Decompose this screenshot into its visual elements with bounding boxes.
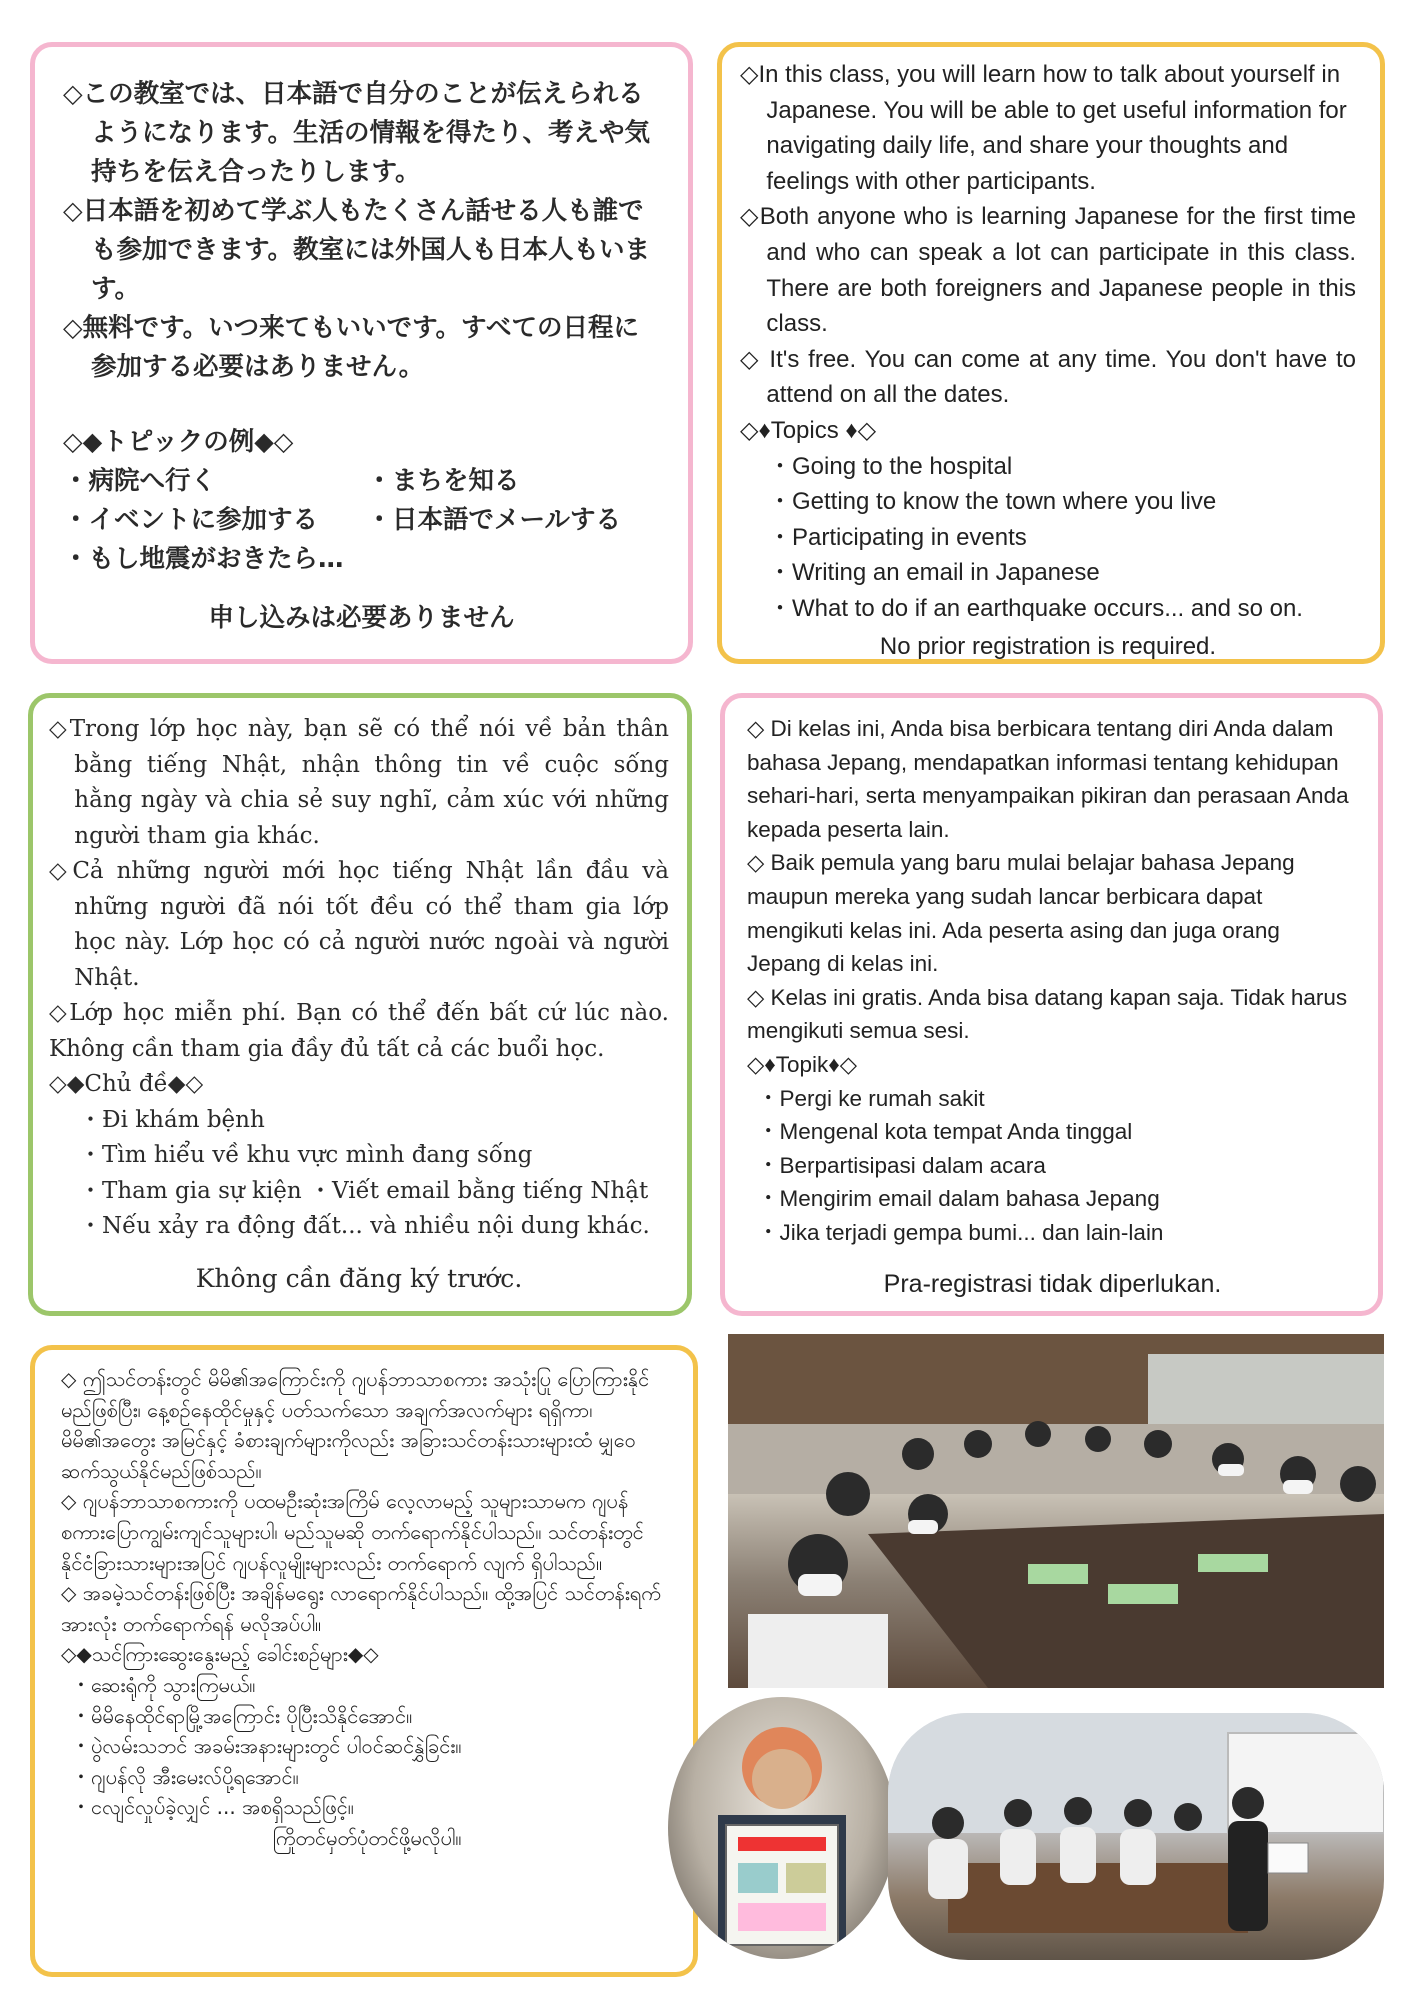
en-registration-note: No prior registration is required. bbox=[879, 632, 1217, 660]
group-illustration bbox=[888, 1713, 1384, 1960]
ja-topic-item: ・まちを知る bbox=[366, 466, 520, 496]
vi-topic-item: ・Tham gia sự kiện ・Viết email bằng tiếng Nhật bbox=[79, 1177, 649, 1204]
en-topic-item: ・What to do if an earthquake occurs... and so on. bbox=[768, 594, 1303, 622]
myanmar-info-box bbox=[30, 1345, 698, 1977]
en-topic-item: ・Writing an email in Japanese bbox=[768, 559, 1100, 587]
vi-topic-item: ・Nếu xảy ra động đất... và nhiều nội dung khác. bbox=[79, 1213, 650, 1239]
id-topic-item: ・Mengenal kota tempat Anda tinggal bbox=[757, 1119, 1133, 1145]
vi-topics-heading: ◇◆Chủ đề◆◇ bbox=[49, 1071, 204, 1097]
id-topic-item: ・Mengirim email dalam bahasa Jepang bbox=[757, 1186, 1160, 1212]
ja-paragraph-1: ◇この教室では、日本語で自分のことが伝えられるようになります。生活の情報を得たり、考えや気持ちを伝え合ったりします。 bbox=[63, 79, 651, 187]
vi-paragraph-1: ◇Trong lớp học này, bạn sẽ có thể nói về bản thân bằng tiếng Nhật, nhận thông tin về cuộc sống hằng ngày và chia sẻ suy nghĩ, cảm xúc với những người tham gia khác. bbox=[49, 716, 669, 849]
indonesian-info-box bbox=[720, 693, 1383, 1316]
classroom-illustration bbox=[728, 1334, 1384, 1688]
poster-illustration bbox=[668, 1697, 896, 1959]
en-paragraph-1: ◇In this class, you will learn how to talk about yourself in Japanese. You will be able to get useful information for navigating daily life, and share your thoughts and feelings with other participants. bbox=[740, 61, 1347, 195]
my-topic-item: ・မိမိနေထိုင်ရာမြို့အကြောင်း ပိုပြီးသိနိုင်အောင်။ bbox=[71, 1703, 413, 1728]
poster-photo bbox=[668, 1697, 896, 1959]
my-topic-item: ・ပွဲလမ်းသဘင် အခမ်းအနားများတွင် ပါဝင်ဆင်နွှဲခြင်း။ bbox=[71, 1734, 462, 1759]
en-topics-heading: ◇♦Topics ♦◇ bbox=[740, 416, 877, 444]
id-topic-item: ・Pergi ke rumah sakit bbox=[757, 1085, 985, 1111]
id-topic-item: ・Jika terjadi gempa bumi... dan lain-lain bbox=[757, 1219, 1164, 1245]
ja-topic-item: ・イベントに参加する bbox=[63, 505, 319, 535]
my-topic-item: ・ငလျင်လှုပ်ခဲ့လျှင် ... အစရှိသည်ဖြင့်။ bbox=[71, 1795, 354, 1820]
id-paragraph-2: ◇ Baik pemula yang baru mulai belajar bahasa Jepang maupun mereka yang sudah lancar berbicara dapat mengikuti kelas ini. Ada peserta asing dan juga orang Jepang di kelas ini. bbox=[747, 850, 1295, 977]
my-topic-item: ・ဆေးရုံကို သွားကြမယ်။ bbox=[71, 1672, 256, 1697]
id-paragraph-1: ◇ Di kelas ini, Anda bisa berbicara tentang diri Anda dalam bahasa Jepang, mendapatkan informasi tentang kehidupan sehari-hari, serta menyampaikan pikiran dan perasaan Anda kepada peserta lain. bbox=[747, 716, 1349, 842]
ja-topic-item: ・日本語でメールする bbox=[366, 505, 621, 535]
en-topic-item: ・Going to the hospital bbox=[768, 452, 1013, 480]
japanese-info-box bbox=[30, 42, 693, 664]
vi-paragraph-3: ◇Lớp học miễn phí. Bạn có thể đến bất cứ lúc nào. Không cần tham gia đầy đủ tất cả các buổi học. bbox=[49, 1000, 669, 1062]
ja-topic-item: ・病院へ行く bbox=[63, 466, 217, 496]
id-paragraph-3: ◇ Kelas ini gratis. Anda bisa datang kapan saja. Tidak harus mengikuti semua sesi. bbox=[747, 984, 1348, 1044]
vi-topic-item: ・Đi khám bệnh bbox=[79, 1106, 265, 1133]
my-paragraph-2: ◇ ဂျပန်ဘာသာစကားကို ပထမဦးဆုံးအကြိမ် လေ့လာမည့် သူများသာမက ဂျပန်စကားပြောကျွမ်းကျင်သူများပါ၊ မည်သူမဆို တက်ရောက်နိုင်ပါသည်။ သင်တန်းတွင် နိုင်ငံခြားသားများအပြင် ဂျပန်လူမျိုးများလည်း တက်ရောက် လျက် ရှိပါသည်။ bbox=[61, 1489, 644, 1575]
vi-topic-item: ・Tìm hiểu về khu vực mình đang sống bbox=[79, 1142, 533, 1168]
en-paragraph-2: ◇Both anyone who is learning Japanese for the first time and who can speak a lot can participate in this class. There are both foreigners and Japanese people in this class. bbox=[740, 203, 1356, 338]
ja-topic-item: ・もし地震がおきたら… bbox=[63, 544, 344, 574]
en-topic-item: ・Participating in events bbox=[768, 523, 1027, 551]
vi-registration-note: Không cần đăng ký trước. bbox=[195, 1263, 523, 1293]
english-info-box bbox=[717, 42, 1385, 664]
my-topic-item: ・ဂျပန်လို အီးမေးလ်ပို့ရအောင်။ bbox=[71, 1764, 299, 1789]
vi-paragraph-2: ◇Cả những người mới học tiếng Nhật lần đầu và những người đã nói tốt đều có thể tham gia lớp học này. Lớp học có cả người nước ngoài và người Nhật. bbox=[49, 858, 669, 991]
ja-topics-heading: ◇◆トピックの例◆◇ bbox=[63, 427, 294, 457]
my-paragraph-3: ◇ အခမဲ့သင်တန်းဖြစ်ပြီး အချိန်မရွေး လာရောက်နိုင်ပါသည်။ ထို့အပြင် သင်တန်းရက်အားလုံး တက်ရောက်ရန် မလိုအပ်ပါ။ bbox=[61, 1581, 661, 1636]
id-topic-item: ・Berpartisipasi dalam acara bbox=[757, 1152, 1046, 1178]
en-topic-item: ・Getting to know the town where you live bbox=[768, 488, 1217, 516]
vietnamese-info-box bbox=[28, 693, 692, 1316]
my-paragraph-1: ◇ ဤသင်တန်းတွင် မိမိ၏အကြောင်းကို ဂျပန်ဘာသာစကား အသုံးပြု ပြောကြားနိုင်မည်ဖြစ်ပြီး၊ နေ့စဉ်နေထိုင်မှုနှင့် ပတ်သက်သော အချက်အလက်များ ရရှိကာ၊ မိမိ၏အတွေး အမြင်နှင့် ခံစားချက်များကိုလည်း အခြားသင်တန်းသားများထံ မျှဝေဆက်သွယ်နိုင်မည်ဖြစ်သည်။ bbox=[61, 1367, 650, 1483]
group-photo bbox=[888, 1713, 1384, 1960]
id-topics-heading: ◇♦Topik♦◇ bbox=[747, 1051, 858, 1077]
ja-paragraph-3: ◇無料です。いつ来てもいいです。すべての日程に参加する必要はありません。 bbox=[63, 313, 640, 382]
id-registration-note: Pra-registrasi tidak diperlukan. bbox=[883, 1269, 1222, 1298]
ja-paragraph-2: ◇日本語を初めて学ぶ人もたくさん話せる人も誰でも参加できます。教室には外国人も日本人もいます。 bbox=[63, 196, 651, 304]
my-registration-note: ကြိုတင်မှတ်ပုံတင်ဖို့မလိုပါ။ bbox=[272, 1825, 462, 1850]
en-paragraph-3: ◇ It's free. You can come at any time. You don't have to attend on all the dates. bbox=[740, 345, 1356, 409]
ja-registration-note: 申し込みは必要ありません bbox=[208, 603, 515, 633]
classroom-photo bbox=[728, 1334, 1384, 1688]
my-topics-heading: ◇◆သင်ကြားဆွေးနွေးမည့် ခေါင်းစဉ်များ◆◇ bbox=[61, 1642, 379, 1667]
